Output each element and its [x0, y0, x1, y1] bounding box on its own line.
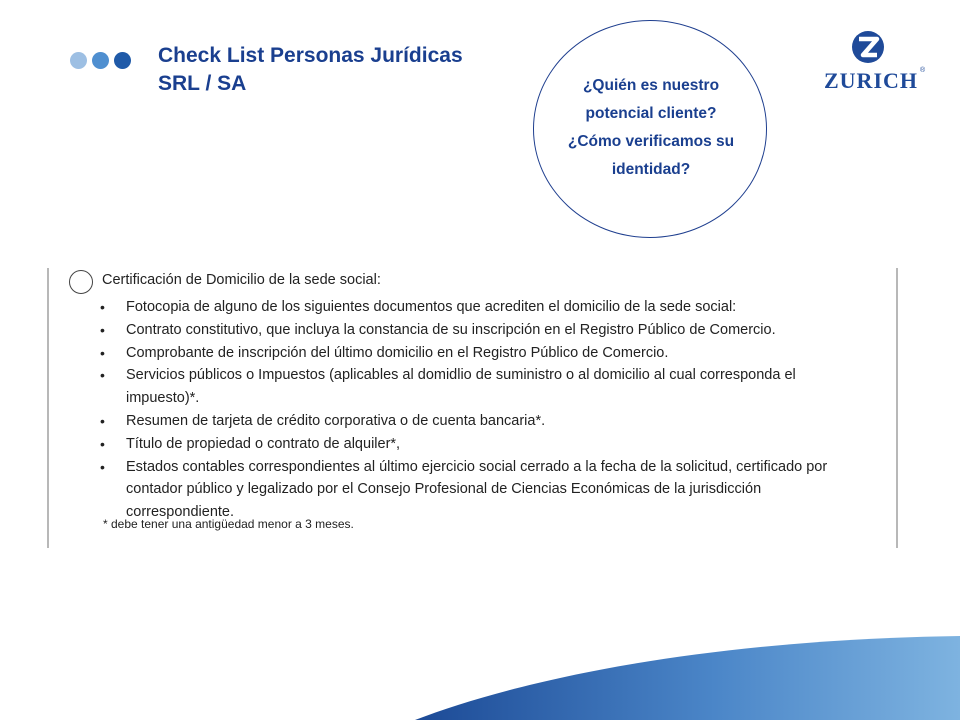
swoosh-band — [415, 636, 960, 720]
bullet-icon: • — [100, 344, 105, 361]
bullet-icon: • — [100, 412, 105, 429]
dot-dark — [114, 52, 131, 69]
list-item: • Comprobante de inscripción del último domicilio en el Registro Público de Comercio. — [94, 342, 834, 365]
question-line-2: potencial cliente? — [585, 105, 717, 122]
title-line-2: SRL / SA — [158, 72, 247, 95]
list-item: • Contrato constitutivo, que incluya la constancia de su inscripción en el Registro Público de Comercio. — [94, 319, 834, 342]
requirements-list — [94, 296, 834, 524]
dot-light — [70, 52, 87, 69]
question-line-4: identidad? — [611, 161, 691, 178]
document-border-left — [47, 268, 49, 548]
bullet-icon: • — [100, 435, 105, 452]
decorative-dots — [70, 52, 136, 70]
bullet-icon: • — [100, 299, 105, 315]
bullet-icon: • — [100, 367, 105, 384]
list-item: • Estados contables correspondientes al último ejercicio social cerrado a la fecha de la solicitud, certificado por contador público y legalizado por el Consejo Profesional de Ciencias Económicas de la jurisdicción correspondiente. — [94, 456, 834, 524]
checkbox-circle-icon — [69, 270, 93, 294]
list-item: • Título de propiedad o contrato de alquiler*, — [94, 433, 834, 456]
registered-mark: ® — [920, 67, 926, 74]
question-line-1: ¿Quién es nuestro — [582, 77, 720, 94]
bullet-icon: • — [100, 458, 105, 475]
bullet-icon: • — [100, 321, 105, 338]
document-border-right — [896, 268, 898, 548]
list-item: • Resumen de tarjeta de crédito corporativa o de cuenta bancaria*. — [94, 410, 834, 433]
dot-medium — [92, 52, 109, 69]
list-item: • Servicios públicos o Impuestos (aplicables al domidlio de suministro o al domicilio al cual corresponda el impuesto)*. — [94, 364, 834, 410]
question-text — [538, 72, 764, 184]
zurich-wordmark: ZURICH — [824, 68, 919, 93]
list-item: • Fotocopia de alguno de los siguientes documentos que acrediten el domicilio de la sede social: — [94, 296, 834, 319]
zurich-logo — [818, 30, 928, 100]
zurich-emblem-icon — [852, 31, 884, 63]
title-line-1: Check List Personas Jurídicas — [158, 44, 463, 67]
footnote: * debe tener una antigüedad menor a 3 meses. — [103, 517, 354, 531]
page-title — [158, 42, 463, 98]
question-line-3: ¿Cómo verificamos su — [567, 133, 735, 150]
document-heading: Certificación de Domicilio de la sede social: — [102, 272, 381, 288]
